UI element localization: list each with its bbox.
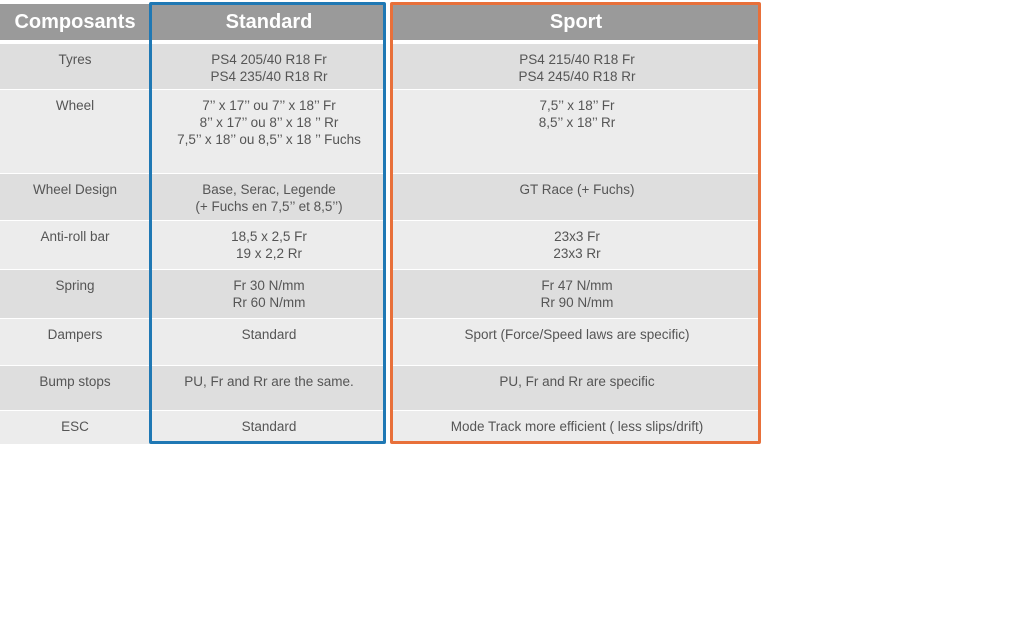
standard-column-highlight [149, 2, 386, 444]
standard-cell-line: 18,5 x 2,5 Fr [231, 229, 307, 244]
standard-cell-line: PS4 235/40 R18 Rr [210, 69, 328, 84]
sport-cell-line: 23x3 Fr [554, 229, 600, 244]
row-label: Dampers [47, 327, 103, 342]
standard-cell-line: 19 x 2,2 Rr [235, 246, 303, 261]
standard-cell-line: PU, Fr and Rr are the same. [184, 374, 354, 389]
standard-cell-line: Standard [241, 327, 297, 342]
header-composants: Composants [0, 4, 150, 40]
standard-cell-line: (+ Fuchs en 7,5’’ et 8,5’’) [195, 199, 343, 214]
header-sport: Sport [392, 4, 760, 40]
row-label: Spring [55, 278, 95, 293]
row-label: Anti-roll bar [40, 229, 110, 244]
standard-cell-line: Rr 60 N/mm [232, 295, 306, 310]
sport-cell-line: Sport (Force/Speed laws are specific) [464, 327, 690, 342]
row-label: Wheel Design [32, 182, 118, 197]
standard-cell-line: Fr 30 N/mm [233, 278, 305, 293]
sport-cell-line: 23x3 Rr [553, 246, 601, 261]
sport-cell-line: PS4 245/40 R18 Rr [518, 69, 636, 84]
standard-cell-line: Base, Serac, Legende [202, 182, 336, 197]
sport-cell-line: PS4 215/40 R18 Fr [519, 52, 635, 67]
sport-cell-line: 7,5’’ x 18’’ Fr [539, 98, 615, 113]
row-label: Tyres [58, 52, 92, 67]
row-label: Bump stops [39, 374, 111, 389]
standard-cell-line: PS4 205/40 R18 Fr [211, 52, 327, 67]
sport-cell-line: PU, Fr and Rr are specific [499, 374, 655, 389]
row-label: Wheel [55, 98, 95, 113]
standard-cell-line: Standard [241, 419, 297, 434]
standard-cell-line: 7,5’’ x 18’’ ou 8,5’’ x 18 ’’ Fuchs [177, 132, 361, 147]
sport-column-highlight [390, 2, 761, 444]
standard-cell-line: 7’’ x 17’’ ou 7’’ x 18’’ Fr [202, 98, 336, 113]
sport-cell-line: GT Race (+ Fuchs) [519, 182, 635, 197]
sport-cell-line: Mode Track more efficient ( less slips/drift) [450, 419, 704, 434]
sport-cell-line: Fr 47 N/mm [541, 278, 613, 293]
sport-cell-line: Rr 90 N/mm [540, 295, 614, 310]
row-label: ESC [61, 419, 89, 434]
standard-cell-line: 8’’ x 17’’ ou 8’’ x 18 ’’ Rr [199, 115, 339, 130]
sport-cell-line: 8,5’’ x 18’’ Rr [538, 115, 616, 130]
header-standard: Standard [152, 4, 386, 40]
